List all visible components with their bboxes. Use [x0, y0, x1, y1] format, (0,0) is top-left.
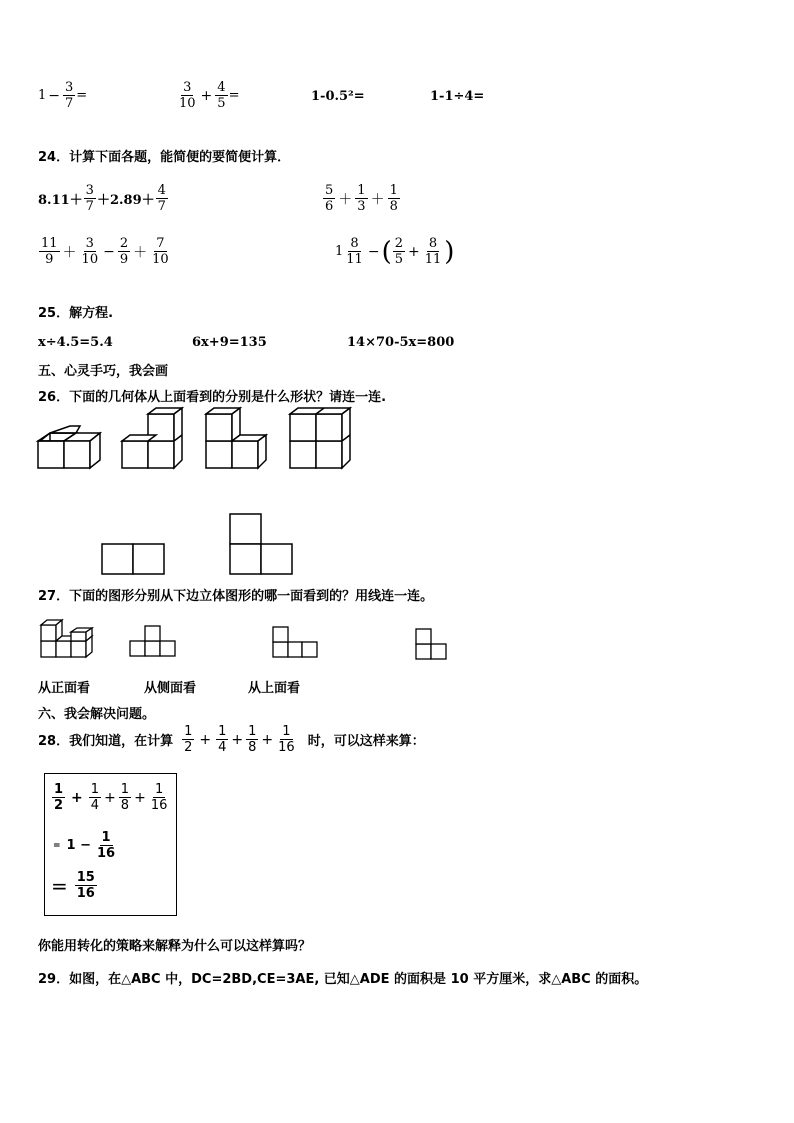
expr-1-minus-1-div-4: 1-1÷4=: [430, 89, 485, 104]
fraction: $\frac{2}{5}$: [394, 236, 403, 267]
fraction: $\frac{15}{16}$: [76, 870, 95, 901]
q28-box-line-1: $\frac{1}{2}$ + $\frac{1}{4}$ + $\frac{1}{8}$ + $\frac{1}{16}$: [54, 782, 168, 813]
fraction: $\frac{1}{16}$: [278, 724, 295, 755]
label-front-view: 从正面看: [38, 681, 91, 696]
fraction: $\frac{1}{2}$: [184, 724, 193, 755]
fraction: $\frac{4}{5}$: [217, 80, 226, 111]
q28-box-line-2: = 1 − $\frac{1}{16}$: [53, 830, 116, 861]
q27-title: 27．下面的图形分别从下边立体图形的哪一面看到的？用线连一连。: [38, 589, 434, 604]
q24-expr-c: $\frac{11}{9}$ ＋ $\frac{3}{10}$ − $\frac{2}{9}$ ＋ $\frac{7}{10}$: [41, 236, 169, 267]
fraction: $\frac{1}{8}$: [389, 183, 398, 214]
fraction: $\frac{3}{7}$: [65, 80, 74, 111]
expr-1-minus-3-7: 1 − $\frac{3}{7}$ =: [38, 80, 88, 111]
fraction: $\frac{3}{7}$: [85, 183, 94, 214]
q28-solution-box: [44, 773, 177, 916]
fraction: $\frac{8}{11}$: [346, 236, 363, 267]
fraction: $\frac{4}{7}$: [157, 183, 166, 214]
q27-view-b: [273, 627, 317, 657]
q24-expr-d: 1 $\frac{8}{11}$ − ( $\frac{2}{5}$ + $\frac{8}{11}$ ): [335, 236, 455, 267]
fraction: $\frac{2}{9}$: [119, 236, 129, 267]
q25-equation-3: 14×70-5x=800: [347, 335, 455, 350]
label-side-view: 从侧面看: [144, 681, 197, 696]
fraction: $\frac{1}{3}$: [357, 183, 366, 214]
fraction: $\frac{1}{16}$: [97, 830, 116, 861]
expr-3-10-plus-4-5: $\frac{3}{10}$ + $\frac{4}{5}$ =: [179, 80, 240, 111]
q29-text: 29．如图，在△ABC 中，DC=2BD,CE=3AE, 已知△ADE 的面积是 10 平方厘米，求△ABC 的面积。: [38, 972, 648, 987]
q27-solid: [41, 620, 92, 657]
fraction: $\frac{1}{8}$: [248, 724, 257, 755]
fraction: $\frac{5}{6}$: [325, 183, 334, 214]
q27-view-a: [130, 626, 175, 656]
section-6-heading: 六、我会解决问题。: [38, 707, 156, 722]
fraction: $\frac{1}{4}$: [90, 782, 100, 813]
q28-statement: 28．我们知道，在计算 $\frac{1}{2}$ + $\frac{1}{4}$ + $\frac{1}{8}$ + $\frac{1}{16}$ 时，可以这样来算：: [38, 724, 425, 755]
q25-equation-1: x÷4.5=5.4: [38, 335, 113, 350]
fraction: $\frac{1}{8}$: [120, 782, 130, 813]
fraction: $\frac{8}{11}$: [424, 236, 442, 267]
fraction: $\frac{11}{9}$: [41, 236, 58, 267]
q26-title: 26．下面的几何体从上面看到的分别是什么形状？请连一连.: [38, 390, 387, 405]
section-5-heading: 五、心灵手巧，我会画: [38, 364, 169, 379]
fraction: $\frac{1}{4}$: [218, 724, 227, 755]
fraction: $\frac{3}{10}$: [179, 80, 196, 111]
q28-box-line-3: = $\frac{15}{16}$: [51, 870, 95, 901]
q25-title: 25．解方程.: [38, 306, 114, 321]
fraction: $\frac{7}{10}$: [152, 236, 169, 267]
q28-question: 你能用转化的策略来解释为什么可以这样算吗？: [38, 939, 312, 954]
q25-equation-2: 6x+9=135: [192, 335, 267, 350]
fraction: $\frac{1}{2}$: [54, 782, 64, 813]
q24-title: 24．计算下面各题，能简便的要简便计算．: [38, 150, 291, 165]
q24-expr-a: 8.11＋ $\frac{3}{7}$ ＋2.89＋ $\frac{4}{7}$: [38, 183, 166, 214]
q27-view-c: [416, 629, 446, 659]
fraction: $\frac{1}{16}$: [150, 782, 168, 813]
q24-expr-b: $\frac{5}{6}$ ＋ $\frac{1}{3}$ ＋ $\frac{1}{8}$: [325, 183, 398, 214]
label-top-view: 从上面看: [248, 681, 301, 696]
fraction: $\frac{3}{10}$: [81, 236, 99, 267]
expr-1-minus-05-squared: 1-0.5²=: [311, 89, 365, 104]
